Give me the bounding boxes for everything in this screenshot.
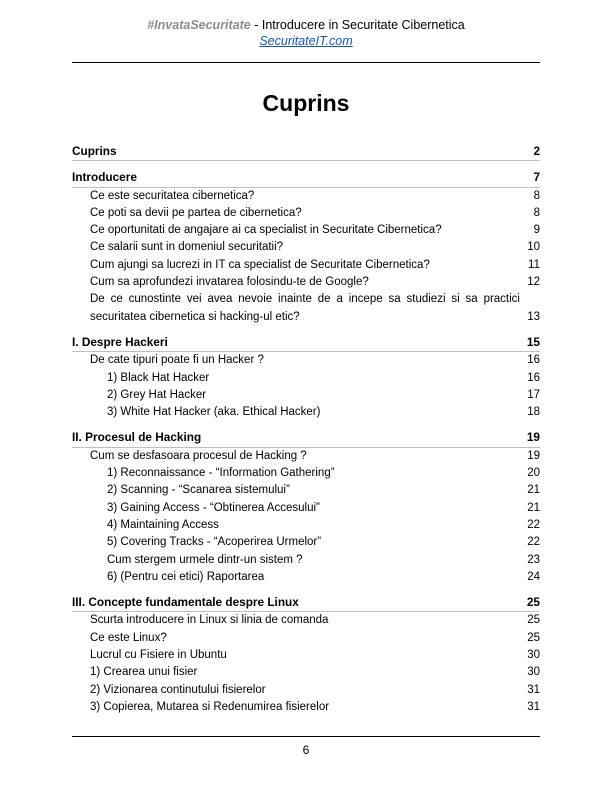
toc-entry-page: 21 xyxy=(527,484,540,497)
toc-entry-page: 23 xyxy=(527,553,540,566)
toc-entry-title: Cum ajungi sa lucrezi in IT ca specialist de Securitate Cibernetica? xyxy=(90,258,430,271)
toc-entry-page: 16 xyxy=(527,354,540,367)
header-site-link[interactable]: SecuritateIT.com xyxy=(259,34,353,48)
toc-section-entry[interactable] xyxy=(72,429,540,447)
toc-entry[interactable] xyxy=(72,630,540,647)
toc-entry-title: Scurta introducere in Linux si linia de comanda xyxy=(90,614,329,627)
toc-entry-page: 10 xyxy=(527,241,540,254)
toc-entry-page: 7 xyxy=(533,170,540,185)
toc-entry-page: 19 xyxy=(527,449,540,462)
toc-section-entry[interactable] xyxy=(72,169,540,187)
toc-entry-title: Cum se desfasoara procesul de Hacking ? xyxy=(90,449,307,462)
toc-entry-title: 3) Copierea, Mutarea si Redenumirea fisierelor xyxy=(90,700,330,713)
toc-entry-title: Cuprins xyxy=(72,144,117,158)
toc-entry[interactable] xyxy=(72,482,540,499)
footer-divider xyxy=(72,736,540,737)
toc-entry[interactable] xyxy=(72,274,540,291)
header-divider xyxy=(72,62,540,63)
toc-entry-title: Ce oportunitati de angajare ai ca specialist in Securitate Cibernetica? xyxy=(90,224,442,237)
toc-entry-title: 6) (Pentru cei etici) Raportarea xyxy=(107,570,265,583)
toc-entry-page: 12 xyxy=(527,276,540,289)
toc-entry-title: 4) Maintaining Access xyxy=(107,518,219,531)
toc-entry-title: 2) Scanning - “Scanarea sistemului” xyxy=(107,484,290,497)
toc-entry-title: II. Procesul de Hacking xyxy=(72,430,202,445)
page-title: Cuprins xyxy=(262,90,350,116)
toc-entry-title: Ce este Linux? xyxy=(90,631,167,644)
toc-entry-title: 2) Vizionarea continutului fisierelor xyxy=(90,683,266,696)
toc-entry[interactable] xyxy=(72,465,540,482)
toc-entry[interactable] xyxy=(72,404,540,421)
toc-entry-page: 20 xyxy=(527,467,540,480)
toc-entry-title: 3) White Hat Hacker (aka. Ethical Hacker) xyxy=(107,406,321,419)
toc-entry[interactable] xyxy=(72,257,540,274)
toc-entry-title: III. Concepte fundamentale despre Linux xyxy=(72,595,299,610)
toc-entry-title: 3) Gaining Access - “Obtinerea Accesului” xyxy=(107,501,320,514)
toc-section-entry[interactable] xyxy=(72,334,540,352)
toc-entry[interactable] xyxy=(72,352,540,369)
toc-entry-page: 15 xyxy=(526,334,540,349)
toc-entry-page: 8 xyxy=(533,206,540,219)
toc-entry-page: 11 xyxy=(528,258,540,271)
toc-entry-title: Ce salarii sunt in domeniul securitatii? xyxy=(90,241,284,254)
toc-entry-page: 25 xyxy=(526,595,540,610)
toc-entry[interactable] xyxy=(72,448,540,465)
toc-entry-page: 25 xyxy=(527,614,540,627)
toc-entry-title: Cum stergem urmele dintr-un sistem ? xyxy=(107,553,303,566)
toc-entry-title: 5) Covering Tracks - “Acoperirea Urmelor” xyxy=(107,536,322,549)
toc-entry-page: 25 xyxy=(527,631,540,644)
toc-entry-page: 30 xyxy=(527,649,540,662)
toc-entry[interactable] xyxy=(72,552,540,569)
toc-entry[interactable] xyxy=(72,188,540,205)
toc-entry-page: 31 xyxy=(527,700,540,713)
toc-entry[interactable] xyxy=(72,682,540,699)
toc-entry-title: 1) Crearea unui fisier xyxy=(90,666,198,679)
toc-entry-page: 16 xyxy=(527,371,540,384)
toc-entry-title: Ce este securitatea cibernetica? xyxy=(90,189,255,202)
toc-entry-page: 24 xyxy=(527,570,540,583)
toc-entry[interactable] xyxy=(72,387,540,404)
toc-entry-title: Ce poti sa devii pe partea de cibernetica? xyxy=(90,206,302,219)
toc-entry-title: Introducere xyxy=(72,170,137,185)
toc-entry-page: 9 xyxy=(533,224,540,237)
toc-entry[interactable] xyxy=(72,370,540,387)
toc-entry[interactable] xyxy=(72,534,540,551)
toc-entry[interactable] xyxy=(72,612,540,629)
toc-entry-title: 1) Reconnaissance - “Information Gathering” xyxy=(107,467,335,480)
toc-entry-page: 17 xyxy=(527,388,540,401)
toc-section-entry[interactable] xyxy=(72,594,540,612)
toc-entry-page: 21 xyxy=(527,501,540,514)
toc-entry[interactable] xyxy=(72,239,540,256)
toc-entry-title: Lucrul cu Fisiere in Ubuntu xyxy=(90,649,227,662)
toc-entry-page: 22 xyxy=(527,518,540,531)
toc-entry-title: De ce cunostinte vei avea nevoie inainte de a incepe sa studiezi si sa practici securitatea cibernetica si hacking-ul etic? xyxy=(90,293,520,323)
toc-entry[interactable] xyxy=(72,569,540,586)
toc-entry-title: I. Despre Hackeri xyxy=(72,334,168,349)
toc-entry-page: 18 xyxy=(527,406,540,419)
toc-entry-title: Cum sa aprofundezi invatarea folosindu-te de Google? xyxy=(90,276,369,289)
toc-entry[interactable] xyxy=(72,205,540,222)
toc-entry-page: 8 xyxy=(533,189,540,202)
toc-entry[interactable] xyxy=(72,222,540,239)
toc-entry[interactable] xyxy=(72,664,540,681)
toc-entry[interactable] xyxy=(72,699,540,716)
table-of-contents xyxy=(72,143,540,716)
toc-entry[interactable] xyxy=(72,517,540,534)
toc-entry-title: De cate tipuri poate fi un Hacker ? xyxy=(90,354,264,367)
toc-entry[interactable] xyxy=(72,500,540,517)
header-hashtag: #InvataSecuritate xyxy=(147,18,251,32)
toc-entry-page: 22 xyxy=(527,536,540,549)
page-number: 6 xyxy=(302,743,310,757)
toc-entry[interactable] xyxy=(72,647,540,664)
toc-entry-page: 13 xyxy=(527,310,540,323)
toc-entry[interactable] xyxy=(72,291,540,326)
toc-entry-page: 19 xyxy=(526,430,540,445)
toc-entry-page: 2 xyxy=(533,144,540,158)
toc-entry-page: 30 xyxy=(527,666,540,679)
toc-entry-title: 2) Grey Hat Hacker xyxy=(107,388,207,401)
toc-section-entry[interactable] xyxy=(72,143,540,161)
toc-entry-page: 31 xyxy=(527,683,540,696)
page-header xyxy=(0,17,612,49)
header-title: - Introducere in Securitate Cibernetica xyxy=(250,18,465,32)
toc-entry-title: 1) Black Hat Hacker xyxy=(107,371,210,384)
